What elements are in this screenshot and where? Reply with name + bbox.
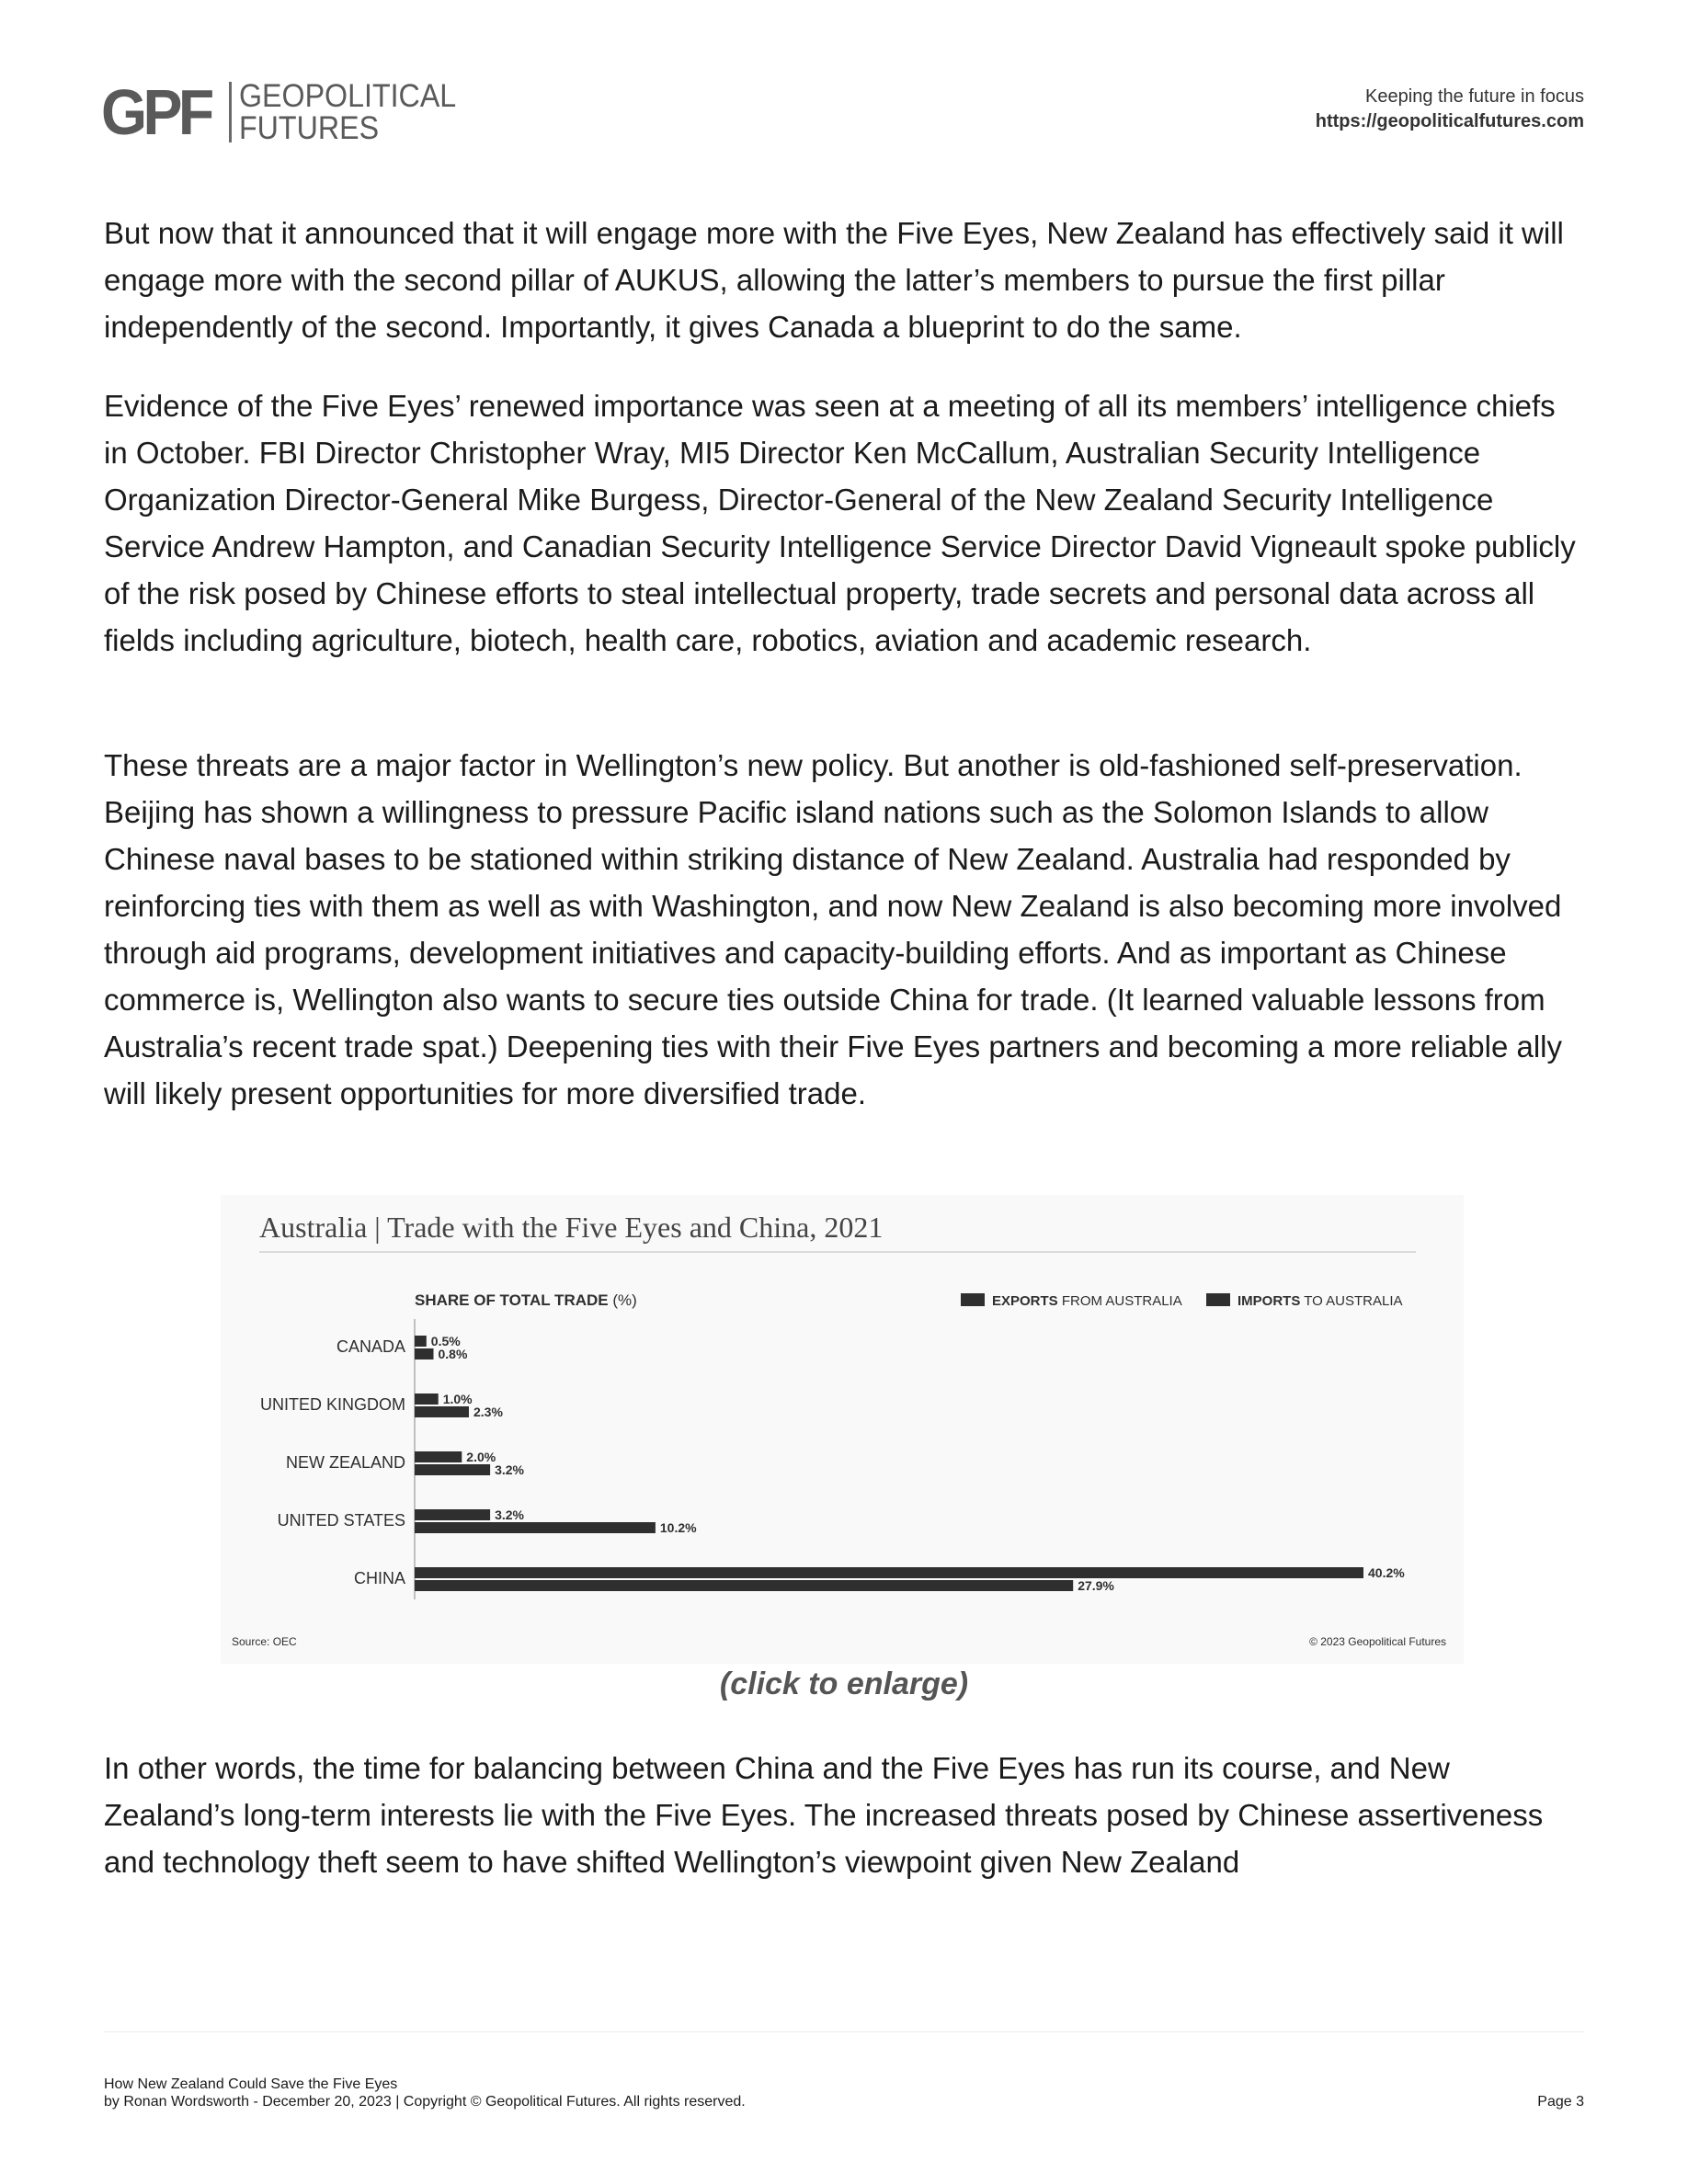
legend-imports-rest: TO AUSTRALIA: [1300, 1293, 1403, 1309]
value-label-united-kingdom-exports: 1.0%: [442, 1392, 473, 1406]
bar-united-states-exports: [415, 1509, 490, 1520]
value-label-new-zealand-exports: 2.0%: [466, 1450, 496, 1464]
category-label-new-zealand: NEW ZEALAND: [285, 1453, 405, 1472]
chart-title: Australia | Trade with the Five Eyes and China, 2021: [259, 1211, 884, 1244]
legend-label-imports: [1237, 1293, 1403, 1309]
value-label-new-zealand-imports: 3.2%: [495, 1462, 525, 1477]
bars-group: [260, 1334, 1405, 1593]
category-label-united-kingdom: UNITED KINGDOM: [259, 1395, 405, 1414]
bar-united-kingdom-imports: [415, 1406, 469, 1417]
chart-subtitle: [415, 1291, 637, 1309]
legend-swatch-imports: [1206, 1293, 1230, 1306]
bar-new-zealand-exports: [415, 1451, 462, 1462]
subtitle-rest: (%): [608, 1291, 637, 1309]
value-label-canada-imports: 0.8%: [438, 1347, 468, 1361]
bar-new-zealand-imports: [415, 1464, 490, 1475]
chart-copyright: © 2023 Geopolitical Futures: [1309, 1635, 1446, 1648]
header-tagline: [1316, 85, 1584, 134]
gpf-logo[interactable]: [101, 76, 475, 148]
logo-line-1: GEOPOLITICAL: [238, 78, 457, 114]
paragraph-1: But now that it announced that it will engage more with the Five Eyes, New Zealand has effectively said it will engage more with the second pillar of AUKUS, allowing the latter’s members to pursue the first pillar independently of the second. Importantly, it gives Canada a blueprint to do the same.: [104, 216, 1564, 344]
footer-info: [104, 2076, 746, 2110]
paragraph-4: In other words, the time for balancing between China and the Five Eyes has run its course, and New Zealand’s long-term interests lie with the Five Eyes. The increased threats posed by Chinese assertiveness and technology theft seem to have shifted Wellington’s viewpoint given New Zealand: [104, 1751, 1544, 1879]
value-label-china-imports: 27.9%: [1078, 1578, 1114, 1593]
bar-china-imports: [415, 1580, 1073, 1591]
bar-china-exports: [415, 1567, 1363, 1578]
value-label-united-kingdom-imports: 2.3%: [473, 1405, 503, 1419]
value-label-united-states-imports: 10.2%: [659, 1520, 697, 1535]
site-url-link[interactable]: https://geopoliticalfutures.com: [1315, 111, 1584, 131]
paragraph-3: These threats are a major factor in Wellington’s new policy. But another is old-fashioned self-preservation. Beijing has shown a willingness to pressure Pacific island nations such as the Solomon Islands to allow Chinese naval bases to be stationed within striking distance of New Zealand. Australia had responded by reinforcing ties with them as well as with Washington, and now New Zealand is also becoming more involved through aid programs, development initiatives and capacity-building efforts. And as important as Chinese commerce is, Wellington also wants to secure ties outside China for trade. (It learned valuable lessons from Australia’s recent trade spat.) Deepening ties with their Five Eyes partners and becoming a more reliable ally will likely present opportunities for more diversified trade.: [104, 748, 1563, 1110]
legend-label-exports: [992, 1293, 1182, 1309]
bar-canada-exports: [415, 1336, 427, 1347]
legend-swatch-exports: [961, 1293, 985, 1306]
value-label-united-states-exports: 3.2%: [495, 1507, 525, 1522]
page-number: Page 3: [1537, 2094, 1584, 2110]
chart-source: Source: OEC: [232, 1635, 297, 1648]
category-label-china: CHINA: [353, 1569, 405, 1587]
category-label-united-states: UNITED STATES: [277, 1511, 405, 1530]
subtitle-bold: SHARE OF TOTAL TRADE: [415, 1291, 609, 1309]
bar-canada-imports: [415, 1348, 434, 1359]
tagline-text: Keeping the future in focus: [1365, 86, 1584, 107]
legend-imports-bold: IMPORTS: [1237, 1293, 1301, 1309]
chart-legend: [961, 1293, 1403, 1309]
legend-exports-bold: EXPORTS: [992, 1293, 1058, 1309]
paragraph-2: Evidence of the Five Eyes’ renewed importance was seen at a meeting of all its members’ intelligence chiefs in October. FBI Director Christopher Wray, MI5 Director Ken McCallum, Australian Security Intelligence Organization Director-General Mike Burgess, Director-General of the New Zealand Security Intelligence Service Andrew Hampton, and Canadian Security Intelligence Service Director David Vigneault spoke publicly of the risk posed by Chinese efforts to steal intellectual property, trade secrets and personal data across all fields including agriculture, biotech, health care, robotics, aviation and academic research.: [104, 389, 1576, 657]
footer-byline: by Ronan Wordsworth - December 20, 2023 | Copyright © Geopolitical Futures. All rights reserved.: [104, 2094, 746, 2110]
bar-united-states-imports: [415, 1522, 656, 1533]
footer-divider: [104, 2031, 1584, 2032]
chart-caption-link[interactable]: (click to enlarge): [719, 1666, 969, 1701]
bar-united-kingdom-exports: [415, 1393, 439, 1405]
value-label-china-exports: 40.2%: [1368, 1565, 1405, 1580]
logo-wordmark: [239, 80, 456, 144]
logo-mark: GPF: [101, 76, 211, 148]
legend-exports-rest: FROM AUSTRALIA: [1057, 1293, 1182, 1309]
logo-line-2: FUTURES: [238, 110, 379, 146]
value-label-canada-exports: 0.5%: [430, 1334, 461, 1348]
logo-divider: [229, 82, 232, 142]
footer-article-title: How New Zealand Could Save the Five Eyes: [104, 2076, 398, 2092]
trade-chart[interactable]: [221, 1195, 1464, 1664]
trade-chart-svg: [221, 1195, 1464, 1664]
category-label-canada: CANADA: [336, 1337, 405, 1356]
